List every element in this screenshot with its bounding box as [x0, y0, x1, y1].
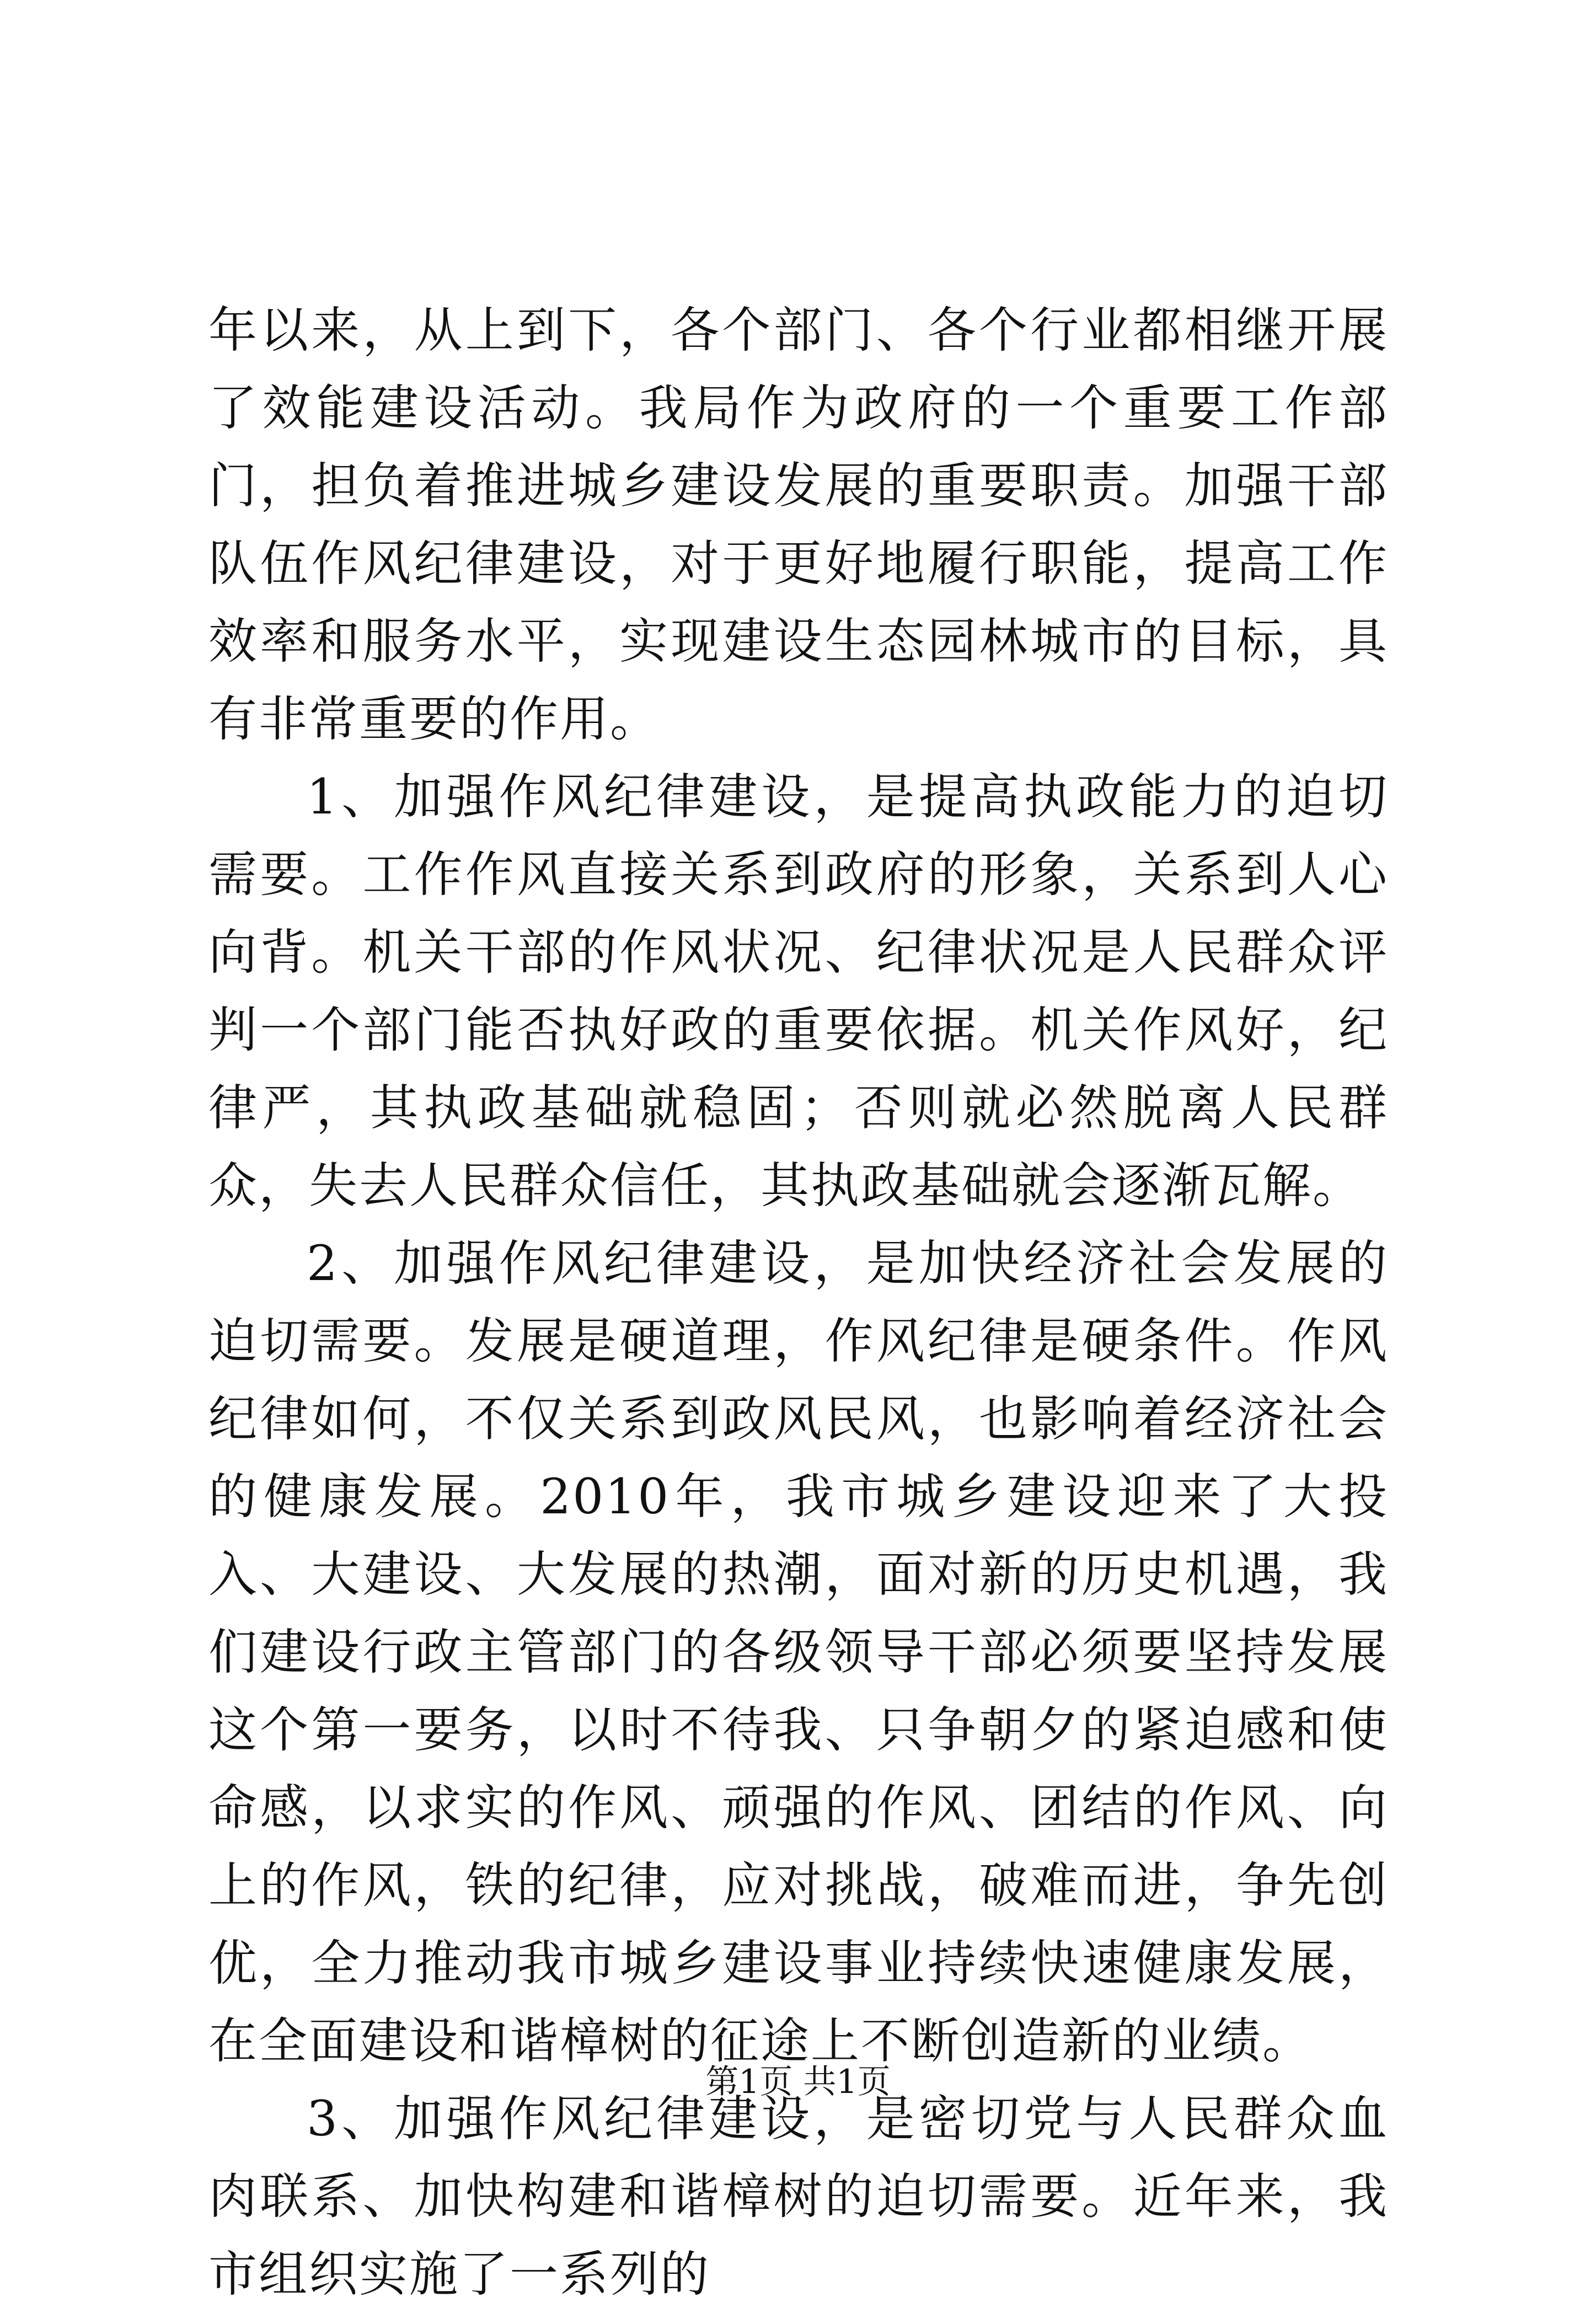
paragraph-point-3: 3、加强作风纪律建设，是密切党与人民群众血肉联系、加快构建和谐樟树的迫切需要。近年来，我市组织实施了一系列的 — [208, 2090, 1389, 2303]
paragraph-point-1: 1、加强作风纪律建设，是提高执政能力的迫切需要。工作作风直接关系到政府的形象，关系到人心向背。机关干部的作风状况、纪律状况是人民群众评判一个部门能否执好政的重要依据。机关作风好，纪律严，其执政基础就稳固；否则就必然脱离人民群众，失去人民群众信任，其执政基础就会逐渐瓦解。 — [208, 768, 1389, 1214]
document-body — [208, 291, 1389, 2313]
page-footer: 第1页 共1页 — [705, 2063, 891, 2101]
paragraph-point-2: 2、加强作风纪律建设，是加快经济社会发展的迫切需要。发展是硬道理，作风纪律是硬条件。作风纪律如何，不仅关系到政风民风，也影响着经济社会的健康发展。2010年，我市城乡建设迎来了大投入、大建设、大发展的热潮，面对新的历史机遇，我们建设行政主管部门的各级领导干部必须要坚持发展这个第一要务，以时不待我、只争朝夕的紧迫感和使命感，以求实的作风、顽强的作风、团结的作风、向上的作风，铁的纪律，应对挑战，破难而进，争先创优，全力推动我市城乡建设事业持续快速健康发展，在全面建设和谐樟树的征途上不断创造新的业绩。 — [208, 1235, 1389, 2069]
paragraph-intro-continuation: 年以来，从上到下，各个部门、各个行业都相继开展了效能建设活动。我局作为政府的一个重要工作部门，担负着推进城乡建设发展的重要职责。加强干部队伍作风纪律建设，对于更好地履行职能，提高工作效率和服务水平，实现建设生态园林城市的目标，具有非常重要的作用。 — [208, 302, 1389, 747]
